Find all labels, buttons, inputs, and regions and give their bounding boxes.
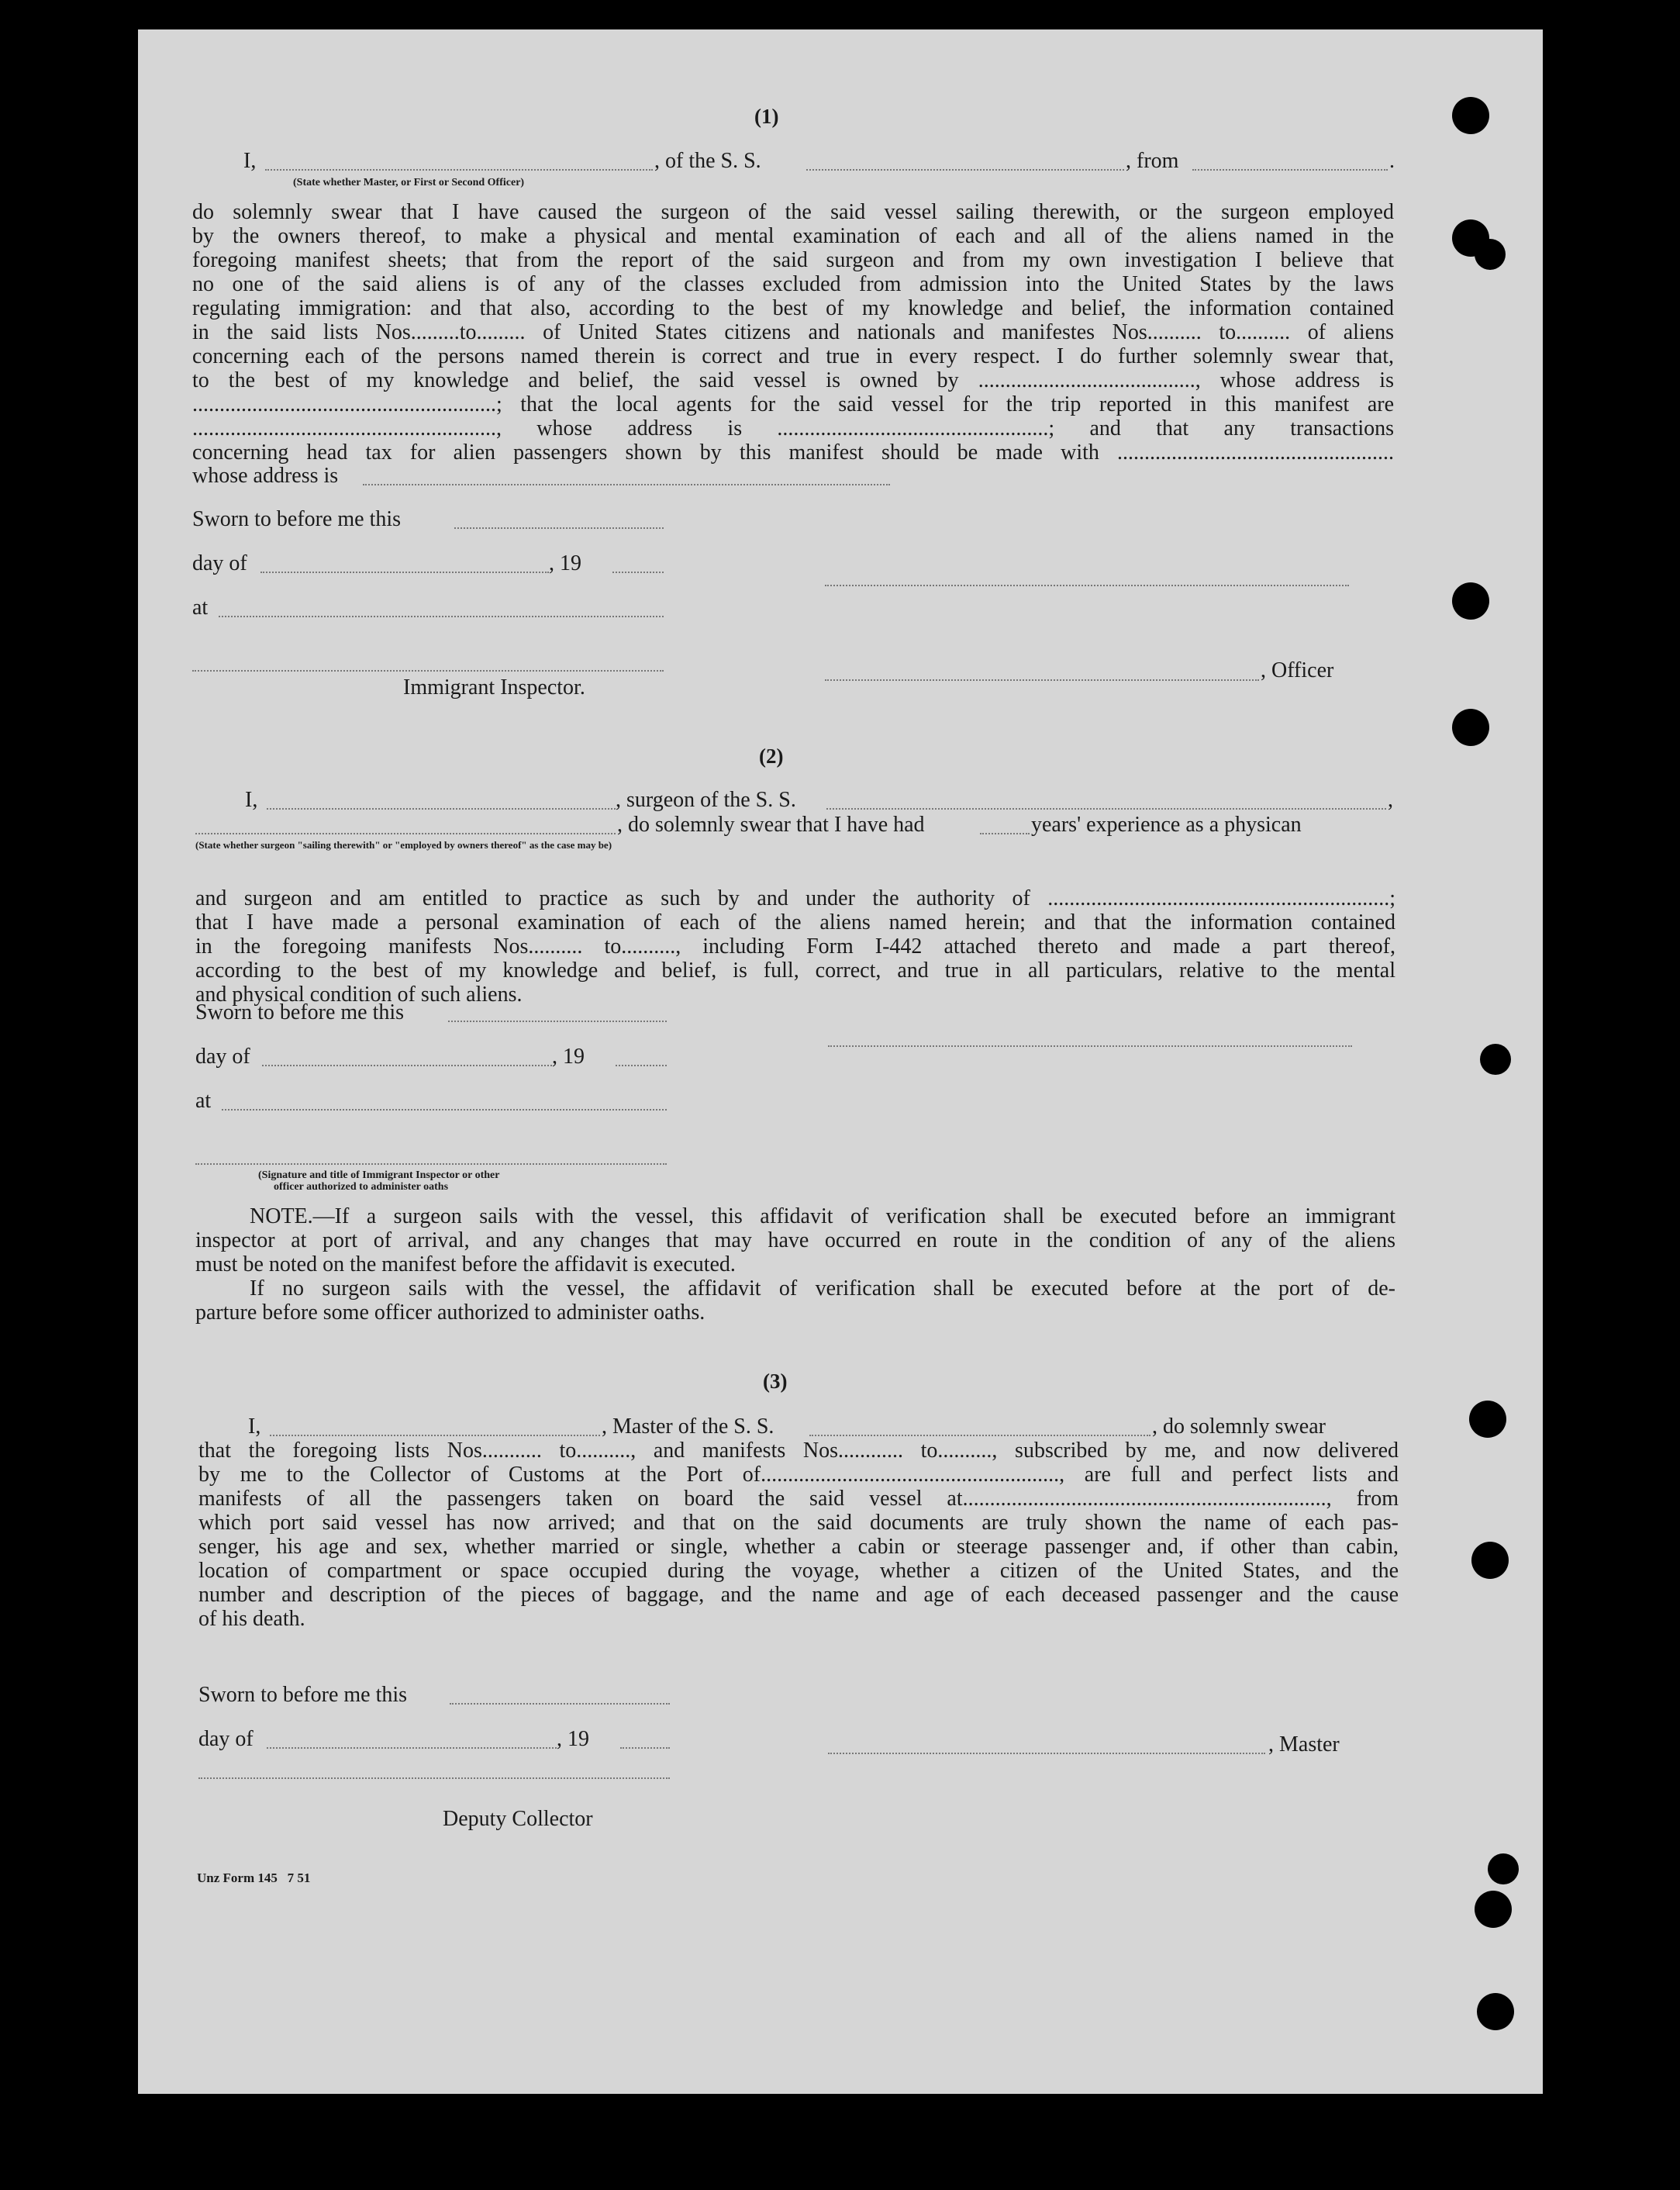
- master-vessel-blank: [809, 1435, 1150, 1436]
- at-blank: [219, 616, 664, 617]
- section-3-swear: , do solemnly swear: [1152, 1415, 1326, 1439]
- officer-name-blank: [825, 679, 1259, 681]
- years-blank: [980, 833, 1030, 834]
- section-1-oath: [192, 200, 1394, 465]
- signature-note-1: (Signature and title of Immigrant Inspector or other: [258, 1169, 500, 1181]
- master-label: , Master: [1268, 1732, 1340, 1756]
- year-blank: [612, 572, 664, 573]
- oath-line: foregoing manifest sheets; that from the report of the said surgeon and from my own investigation I believe that: [192, 248, 1394, 272]
- officer-note: (State whether Master, or First or Second Officer): [293, 177, 525, 188]
- section-3-number: (3): [763, 1370, 788, 1393]
- note-line: must be noted on the manifest before the affidavit is executed.: [195, 1252, 736, 1276]
- surgeon-note: (State whether surgeon "sailing therewith" or "employed by owners thereof" as the case may be): [195, 839, 612, 851]
- whose-address-blank: [363, 484, 890, 485]
- vessel-name-blank: [806, 169, 1124, 171]
- section-2-surgeon-of: , surgeon of the S. S.: [616, 788, 796, 812]
- day-of-blank: [267, 1747, 557, 1749]
- punch-hole: [1452, 97, 1489, 134]
- year-blank: [620, 1747, 670, 1749]
- note-line: inspector at port of arrival, and any changes that may have occurred en route in the condition of any of the aliens: [195, 1228, 1395, 1252]
- section-2-year: , 19: [552, 1045, 585, 1069]
- inspector-signature-blank: [192, 670, 664, 672]
- note-line: parture before some officer authorized to administer oaths.: [195, 1301, 705, 1325]
- section-2-sworn: Sworn to before me this: [195, 1000, 405, 1024]
- section-1-from: , from: [1126, 149, 1179, 173]
- section-2-i: I,: [245, 788, 258, 812]
- surgeon-vessel-blank: [826, 808, 1386, 810]
- oath-line: do solemnly swear that I have caused the surgeon of the said vessel sailing therewith, or the surgeon employed: [192, 200, 1394, 224]
- oath-line: number and description of the pieces of baggage, and the name and age of each deceased passenger and the cause: [198, 1583, 1399, 1607]
- port-from-blank: [1192, 169, 1388, 171]
- section-3-year: , 19: [557, 1727, 589, 1751]
- whose-address-label: whose address is: [192, 464, 339, 488]
- oath-line: location of compartment or space occupied during the voyage, whether a citizen of the United States, and the: [198, 1559, 1399, 1583]
- section-1-day-of: day of: [192, 551, 247, 575]
- oath-line: to the best of my knowledge and belief, the said vessel is owned by ........................................, whose address is: [192, 368, 1394, 392]
- oath-line: senger, his age and sex, whether married or single, whether a cabin or steerage passenger and, if other than cabin,: [198, 1535, 1399, 1559]
- note-line: If no surgeon sails with the vessel, the affidavit of verification shall be executed before at the port of de-: [250, 1276, 1395, 1301]
- sworn-day-blank: [450, 1703, 670, 1705]
- section-1-i: I,: [243, 149, 257, 173]
- punch-hole: [1452, 582, 1489, 620]
- punch-hole: [1477, 1993, 1514, 2030]
- section-2-swear: , do solemnly swear that I have had: [617, 813, 925, 837]
- day-of-blank: [260, 572, 549, 573]
- section-2-years: years' experience as a physican: [1031, 813, 1302, 837]
- punch-hole: [1471, 1542, 1509, 1579]
- oath-line: ........................................................; that the local agents for the said vessel for the trip reported in this manifest are: [192, 392, 1394, 416]
- master-signature-blank: [828, 1753, 1265, 1754]
- officer-label: , Officer: [1261, 658, 1334, 682]
- section-1-year: , 19: [549, 551, 581, 575]
- punch-hole: [1480, 1044, 1511, 1075]
- oath-line: in the foregoing manifests Nos.......... to.........., including Form I-442 attached thereto and made a part thereof,: [195, 934, 1395, 959]
- surgeon-status-blank: [195, 833, 616, 834]
- immigrant-inspector-label: Immigrant Inspector.: [403, 675, 585, 699]
- master-name-blank: [270, 1435, 600, 1436]
- section-2-end: ,: [1388, 788, 1393, 812]
- oath-line: and surgeon and am entitled to practice as such by and under the authority of ...............................................................;: [195, 886, 1395, 910]
- oath-line: concerning each of the persons named therein is correct and true in every respect. I do further solemnly swear that,: [192, 344, 1394, 368]
- section-1-end: .: [1389, 149, 1395, 173]
- oath-line: which port said vessel has now arrived; and that on the said documents are truly shown the name of each pas-: [198, 1511, 1399, 1535]
- section-3-day-of: day of: [198, 1727, 254, 1751]
- oath-line: concerning head tax for alien passengers shown by this manifest should be made with ...................................................: [192, 440, 1394, 465]
- surgeon-signature-blank: [828, 1045, 1352, 1047]
- section-2-at: at: [195, 1089, 212, 1113]
- oath-line: that I have made a personal examination of each of the aliens named herein; and that the information contained: [195, 910, 1395, 934]
- day-of-blank: [262, 1065, 552, 1066]
- section-1-number: (1): [754, 105, 779, 128]
- oath-line: by the owners thereof, to make a physical and mental examination of each and all of the aliens named in the: [192, 224, 1394, 248]
- section-1-at: at: [192, 596, 209, 620]
- section-3-master-of: , Master of the S. S.: [602, 1415, 774, 1439]
- punch-hole: [1452, 709, 1489, 746]
- officer-signature-blank: [825, 585, 1349, 586]
- form-number: Unz Form 145 7 51: [197, 1870, 311, 1885]
- section-2-number: (2): [759, 744, 784, 768]
- sworn-day-blank: [454, 527, 664, 529]
- document-page: [138, 29, 1543, 2094]
- oath-line: of his death.: [198, 1607, 305, 1631]
- section-3-sworn: Sworn to before me this: [198, 1683, 408, 1707]
- officer-blank: [265, 169, 653, 171]
- oath-line: and physical condition of such aliens.: [195, 983, 523, 1007]
- at-blank: [222, 1109, 667, 1111]
- oath-line: ........................................................, whose address is ..................................................; and that any transactions: [192, 416, 1394, 440]
- oath-line: regulating immigration: and that also, according to the best of my knowledge and belief, the information contained: [192, 296, 1394, 320]
- punch-hole: [1488, 1853, 1519, 1884]
- inspector-signature-blank: [195, 1163, 667, 1165]
- punch-hole: [1475, 239, 1506, 270]
- year-blank: [616, 1065, 667, 1066]
- section-2-day-of: day of: [195, 1045, 250, 1069]
- oath-line: according to the best of my knowledge and belief, is full, correct, and true in all particulars, relative to the mental: [195, 959, 1395, 983]
- section-2-oath: [195, 886, 1395, 1007]
- section-3-i: I,: [248, 1415, 261, 1439]
- oath-line: by me to the Collector of Customs at the Port of......................................................., are full and perfect lists and: [198, 1463, 1399, 1487]
- note-line: NOTE.—If a surgeon sails with the vessel, this affidavit of verification shall be executed before an immigrant: [250, 1204, 1395, 1228]
- sworn-day-blank: [448, 1021, 667, 1022]
- section-3-oath: [198, 1439, 1399, 1631]
- section-1-sworn: Sworn to before me this: [192, 507, 402, 531]
- signature-note-2: officer authorized to administer oaths: [274, 1181, 449, 1193]
- deputy-signature-blank: [198, 1777, 670, 1779]
- note-paragraph: [195, 1204, 1395, 1325]
- deputy-collector-label: Deputy Collector: [443, 1807, 593, 1831]
- oath-line: that the foregoing lists Nos........... to.........., and manifests Nos............ to.........., subscribed by me, and now delivered: [198, 1439, 1399, 1463]
- section-1-of-ss: , of the S. S.: [654, 149, 761, 173]
- oath-line: no one of the said aliens is of any of the classes excluded from admission into the United States by the laws: [192, 272, 1394, 296]
- surgeon-name-blank: [267, 808, 616, 810]
- oath-line: manifests of all the passengers taken on board the said vessel at..................................................................., from: [198, 1487, 1399, 1511]
- punch-hole: [1469, 1401, 1506, 1438]
- oath-line: in the said lists Nos.........to......... of United States citizens and nationals and manifestes Nos.......... to.......... of aliens: [192, 320, 1394, 344]
- punch-hole: [1475, 1891, 1512, 1928]
